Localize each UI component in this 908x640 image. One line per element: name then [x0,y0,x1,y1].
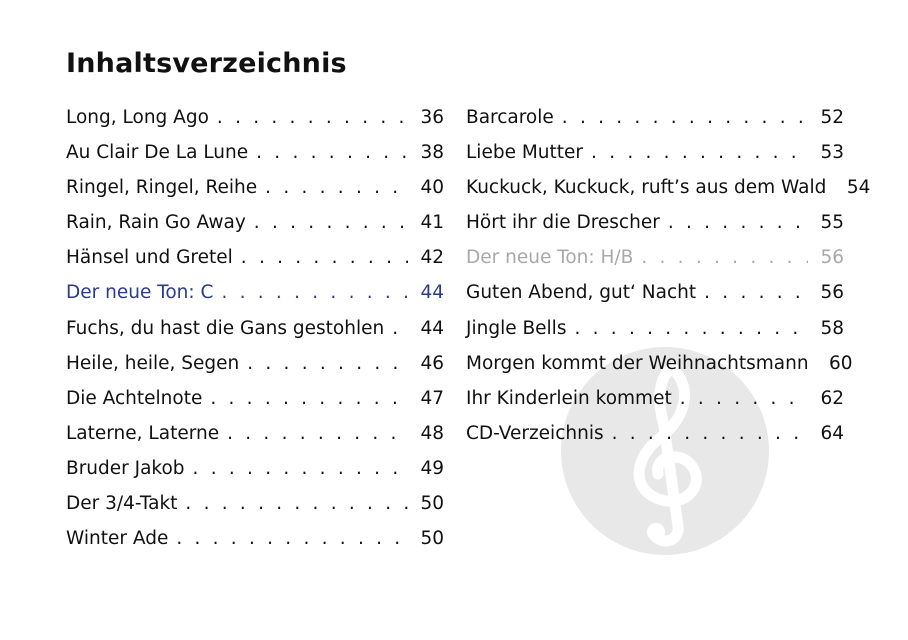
toc-right-column [466,100,871,451]
entry-page: 56 [820,282,844,304]
dot-leader [591,135,808,170]
dot-leader [217,100,408,135]
entry-title: Der 3/4-Takt [66,493,178,515]
entry-page: 44 [420,317,444,339]
toc-entry[interactable] [466,275,844,310]
dot-leader [704,275,808,310]
toc-entry-faded[interactable] [466,240,844,275]
dot-leader [210,381,408,416]
entry-page: 49 [420,457,444,479]
toc-entry[interactable] [66,205,444,240]
entry-title: Liebe Mutter [466,142,584,164]
dot-leader [227,416,408,451]
toc-entry[interactable] [466,416,844,451]
entry-title: CD-Verzeichnis [466,422,604,444]
dot-leader [562,100,808,135]
toc-entry[interactable] [66,135,444,170]
dot-leader [241,240,408,275]
dot-leader [176,521,408,556]
entry-page: 50 [420,493,444,515]
toc-left-column [66,100,444,556]
page-title: Inhaltsverzeichnis [66,48,347,79]
dot-leader [680,381,808,416]
entry-title: Laterne, Laterne [66,422,220,444]
entry-title: Heile, heile, Segen [66,352,240,374]
toc-entry[interactable] [66,416,444,451]
toc-entry[interactable] [466,311,844,346]
dot-leader [185,486,408,521]
toc-entry[interactable] [66,451,444,486]
entry-title: Morgen kommt der Weihnachtsmann [466,352,809,374]
entry-page: 36 [420,107,444,128]
entry-title: Ringel, Ringel, Reihe [66,177,258,199]
entry-title: Bruder Jakob [66,457,185,479]
toc-entry[interactable] [66,170,444,205]
dot-leader [641,240,808,275]
entry-page: 44 [420,282,444,304]
entry-page: 52 [820,107,844,128]
entry-page: 41 [420,212,444,234]
entry-title: Au Clair De La Lune [66,142,249,164]
entry-title: Die Achtelnote [66,387,203,409]
toc-entry[interactable] [466,135,844,170]
entry-page: 42 [420,247,444,269]
dot-leader [265,170,408,205]
dot-leader [193,451,408,486]
entry-title: Guten Abend, gut‘ Nacht [466,282,697,304]
entry-page: 40 [420,177,444,199]
entry-page: 55 [820,212,844,234]
dot-leader [668,205,808,240]
dot-leader [256,135,408,170]
entry-title: Hänsel und Gretel [66,247,233,269]
entry-page: 50 [420,528,444,550]
dot-leader [247,346,408,381]
dot-leader [221,275,408,310]
entry-page: 62 [820,387,844,409]
toc-entry[interactable] [466,346,853,381]
dot-leader [254,205,408,240]
entry-title: Long, Long Ago [66,107,209,128]
toc-entry[interactable] [66,521,444,556]
entry-page: 60 [829,352,853,374]
entry-title: Rain, Rain Go Away [66,212,246,234]
entry-page: 47 [420,387,444,409]
entry-title: Winter Ade [66,528,169,550]
dot-leader [574,311,808,346]
toc-entry-highlighted[interactable] [66,275,444,310]
toc-entry[interactable] [466,205,844,240]
toc-entry[interactable] [66,240,444,275]
entry-page: 56 [820,247,844,269]
toc-entry[interactable] [66,346,444,381]
entry-page: 46 [420,352,444,374]
entry-title: Barcarole [466,107,554,128]
entry-title: Jingle Bells [466,317,567,339]
entry-title: Hört ihr die Drescher [466,212,660,234]
entry-title: Kuckuck, Kuckuck, ruft’s aus dem Wald [466,177,827,199]
toc-entry[interactable] [466,100,844,135]
entry-page: 48 [420,422,444,444]
entry-page: 64 [820,422,844,444]
toc-entry[interactable] [66,486,444,521]
entry-title: Der neue Ton: H/B [466,247,634,269]
toc-entry[interactable] [66,311,444,346]
entry-title: Fuchs, du hast die Gans gestohlen [66,317,385,339]
toc-entry[interactable] [66,100,444,135]
dot-leader [392,311,408,346]
entry-title: Der neue Ton: C [66,282,214,304]
toc-entry[interactable] [66,381,444,416]
toc-entry[interactable] [466,170,871,205]
entry-page: 58 [820,317,844,339]
toc-entry[interactable] [466,381,844,416]
entry-page: 53 [820,142,844,164]
entry-title: Ihr Kinderlein kommet [466,387,672,409]
entry-page: 38 [420,142,444,164]
dot-leader [612,416,808,451]
entry-page: 54 [846,177,871,199]
